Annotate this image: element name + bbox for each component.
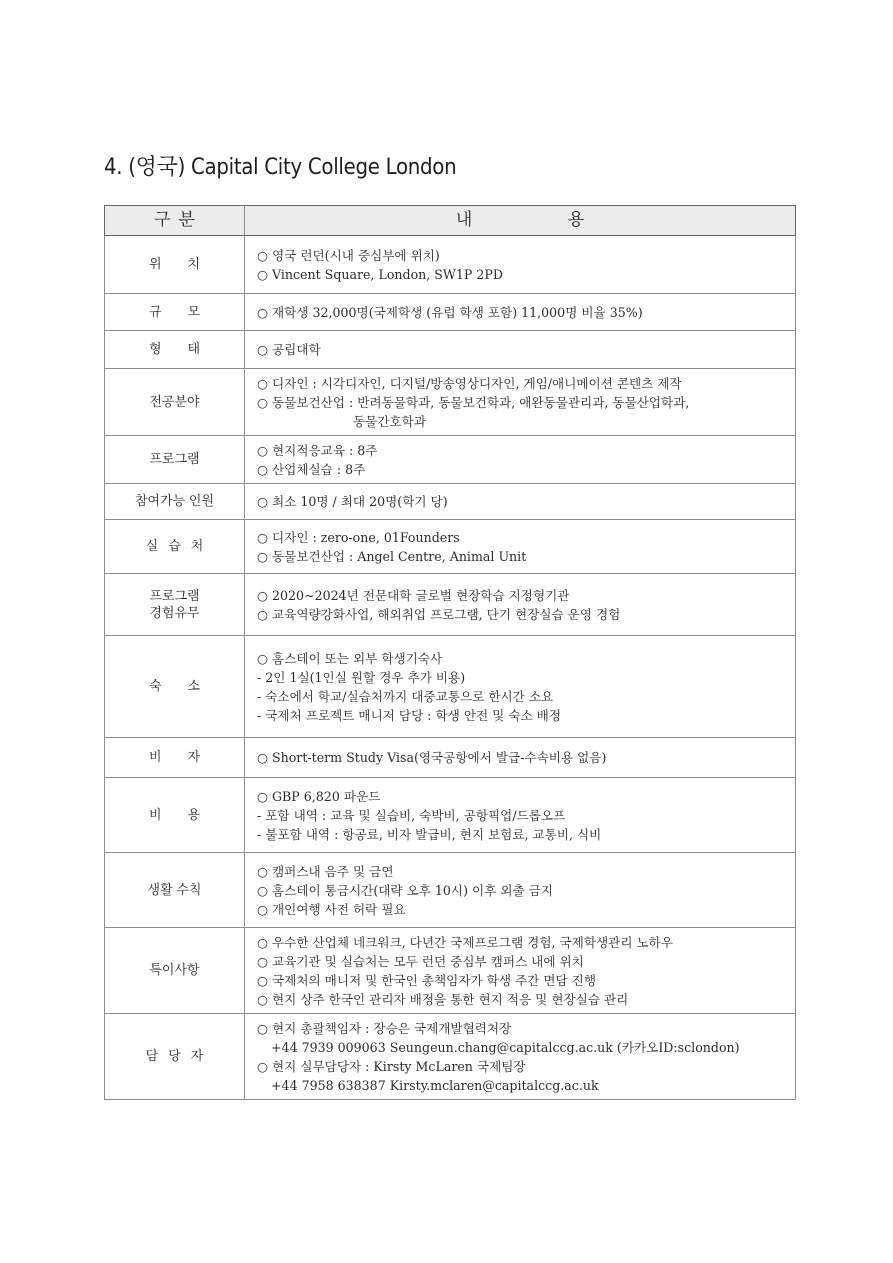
content-line: ○ 현지적응교육 : 8주 xyxy=(257,442,378,458)
row-content xyxy=(245,484,796,520)
content-line: - 국제처 프로젝트 매니저 담당 : 학생 안전 및 숙소 배정 xyxy=(257,707,562,723)
row-label: 위치 xyxy=(105,236,245,294)
content-line: - 불포함 내역 : 항공료, 비자 발급비, 현지 보험료, 교통비, 식비 xyxy=(257,826,602,842)
info-table xyxy=(104,205,796,1100)
table-row xyxy=(105,636,796,738)
row-content xyxy=(245,574,796,636)
row-content xyxy=(245,778,796,853)
content-line: ○ 홈스테이 또는 외부 학생기숙사 xyxy=(257,650,443,666)
row-content xyxy=(245,636,796,738)
row-label: 프로그램 xyxy=(105,436,245,484)
table-row xyxy=(105,436,796,484)
content-line: ○ 개인여행 사전 허락 필요 xyxy=(257,901,406,917)
table-header-row xyxy=(105,206,796,236)
content-line: ○ 공립대학 xyxy=(257,342,321,357)
content-line: ○ 최소 10명 / 최대 20명(학기 당) xyxy=(257,494,448,509)
table-row xyxy=(105,1014,796,1100)
content-line: ○ 현지 실무담당자 : Kirsty McLaren 국제팀장 xyxy=(257,1058,526,1074)
row-label: 특이사항 xyxy=(105,928,245,1014)
content-line: ○ 동물보건산업 : Angel Centre, Animal Unit xyxy=(257,548,527,564)
content-line: ○ 홈스테이 통금시간(대략 오후 10시) 이후 외출 금지 xyxy=(257,882,554,898)
content-line: ○ 2020~2024년 전문대학 글로벌 현장학습 지정형기관 xyxy=(257,587,570,603)
table-row xyxy=(105,484,796,520)
content-line: ○ 산업체실습 : 8주 xyxy=(257,461,366,477)
table-row xyxy=(105,331,796,369)
row-content xyxy=(245,236,796,294)
row-label: 실습처 xyxy=(105,520,245,574)
content-line: ○ 우수한 산업체 네크워크, 다년간 국제프로그램 경험, 국제학생관리 노하우 xyxy=(257,934,673,950)
row-label-line: 경험유무 xyxy=(149,605,200,621)
row-label-line: 프로그램 xyxy=(149,588,200,604)
row-label: 형태 xyxy=(105,331,245,369)
row-content xyxy=(245,436,796,484)
header-category: 구분 xyxy=(105,206,245,236)
content-line: ○ GBP 6,820 파운드 xyxy=(257,788,381,804)
content-line: ○ 재학생 32,000명(국제학생 (유럽 학생 포함) 11,000명 비율 35%) xyxy=(257,304,643,320)
content-line: ○ 현지 상주 한국인 관리자 배정을 통한 현지 적응 및 현장실습 관리 xyxy=(257,991,629,1007)
content-line: - 2인 1실(1인실 원할 경우 추가 비용) xyxy=(257,669,466,685)
table-row xyxy=(105,574,796,636)
content-line: ○ 교육기관 및 실습처는 모두 런던 중심부 캠퍼스 내에 위치 xyxy=(257,953,584,969)
row-content xyxy=(245,369,796,436)
content-line: - 포함 내역 : 교육 및 실습비, 숙박비, 공항픽업/드롭오프 xyxy=(257,807,566,823)
content-line: +44 7958 638387 Kirsty.mclaren@capitalccg.ac.uk xyxy=(271,1077,599,1093)
content-line: - 숙소에서 학교/실습처까지 대중교통으로 한시간 소요 xyxy=(257,688,554,704)
row-label: 숙소 xyxy=(105,636,245,738)
row-label xyxy=(105,574,245,636)
table-row xyxy=(105,369,796,436)
header-content: 내 용 xyxy=(245,206,796,236)
content-line: ○ 현지 총괄책임자 : 장승은 국제개발협력처장 xyxy=(257,1020,512,1036)
table-row xyxy=(105,853,796,928)
row-content xyxy=(245,738,796,778)
content-line: 동물간호학과 xyxy=(353,413,426,429)
table-row xyxy=(105,738,796,778)
table-row xyxy=(105,778,796,853)
table-row xyxy=(105,520,796,574)
row-content xyxy=(245,520,796,574)
row-label: 참여가능 인원 xyxy=(105,484,245,520)
content-line: ○ 디자인 : 시각디자인, 디지털/방송영상디자인, 게임/애니메이션 콘텐츠 제작 xyxy=(257,375,682,391)
content-line: ○ 동물보건산업 : 반려동물학과, 동물보건학과, 애완동물관리과, 동물산업학과, xyxy=(257,394,690,410)
row-label: 전공분야 xyxy=(105,369,245,436)
row-label: 비자 xyxy=(105,738,245,778)
row-content xyxy=(245,928,796,1014)
row-label: 담당자 xyxy=(105,1014,245,1100)
content-line: ○ Vincent Square, London, SW1P 2PD xyxy=(257,266,503,282)
row-label: 비용 xyxy=(105,778,245,853)
row-content xyxy=(245,294,796,331)
row-label: 규모 xyxy=(105,294,245,331)
content-line: +44 7939 009063 Seungeun.chang@capitalccg.ac.uk (카카오ID:sclondon) xyxy=(271,1039,740,1055)
content-line: ○ 영국 런던(시내 중심부에 위치) xyxy=(257,247,440,263)
content-line: ○ 국제처의 매니저 및 한국인 총책임자가 학생 주간 면담 진행 xyxy=(257,972,596,988)
content-line: ○ 디자인 : zero-one, 01Founders xyxy=(257,529,460,545)
table-row xyxy=(105,294,796,331)
page-title: 4. (영국) Capital City College London xyxy=(104,155,457,180)
table-row xyxy=(105,236,796,294)
row-content xyxy=(245,1014,796,1100)
row-label: 생활 수칙 xyxy=(105,853,245,928)
row-content xyxy=(245,853,796,928)
content-line: ○ Short-term Study Visa(영국공항에서 발급-수속비용 없음) xyxy=(257,750,607,765)
content-line: ○ 교육역량강화사업, 해외취업 프로그램, 단기 현장실습 운영 경험 xyxy=(257,606,621,622)
table-row xyxy=(105,928,796,1014)
row-content xyxy=(245,331,796,369)
content-line: ○ 캠퍼스내 음주 및 금연 xyxy=(257,863,394,879)
